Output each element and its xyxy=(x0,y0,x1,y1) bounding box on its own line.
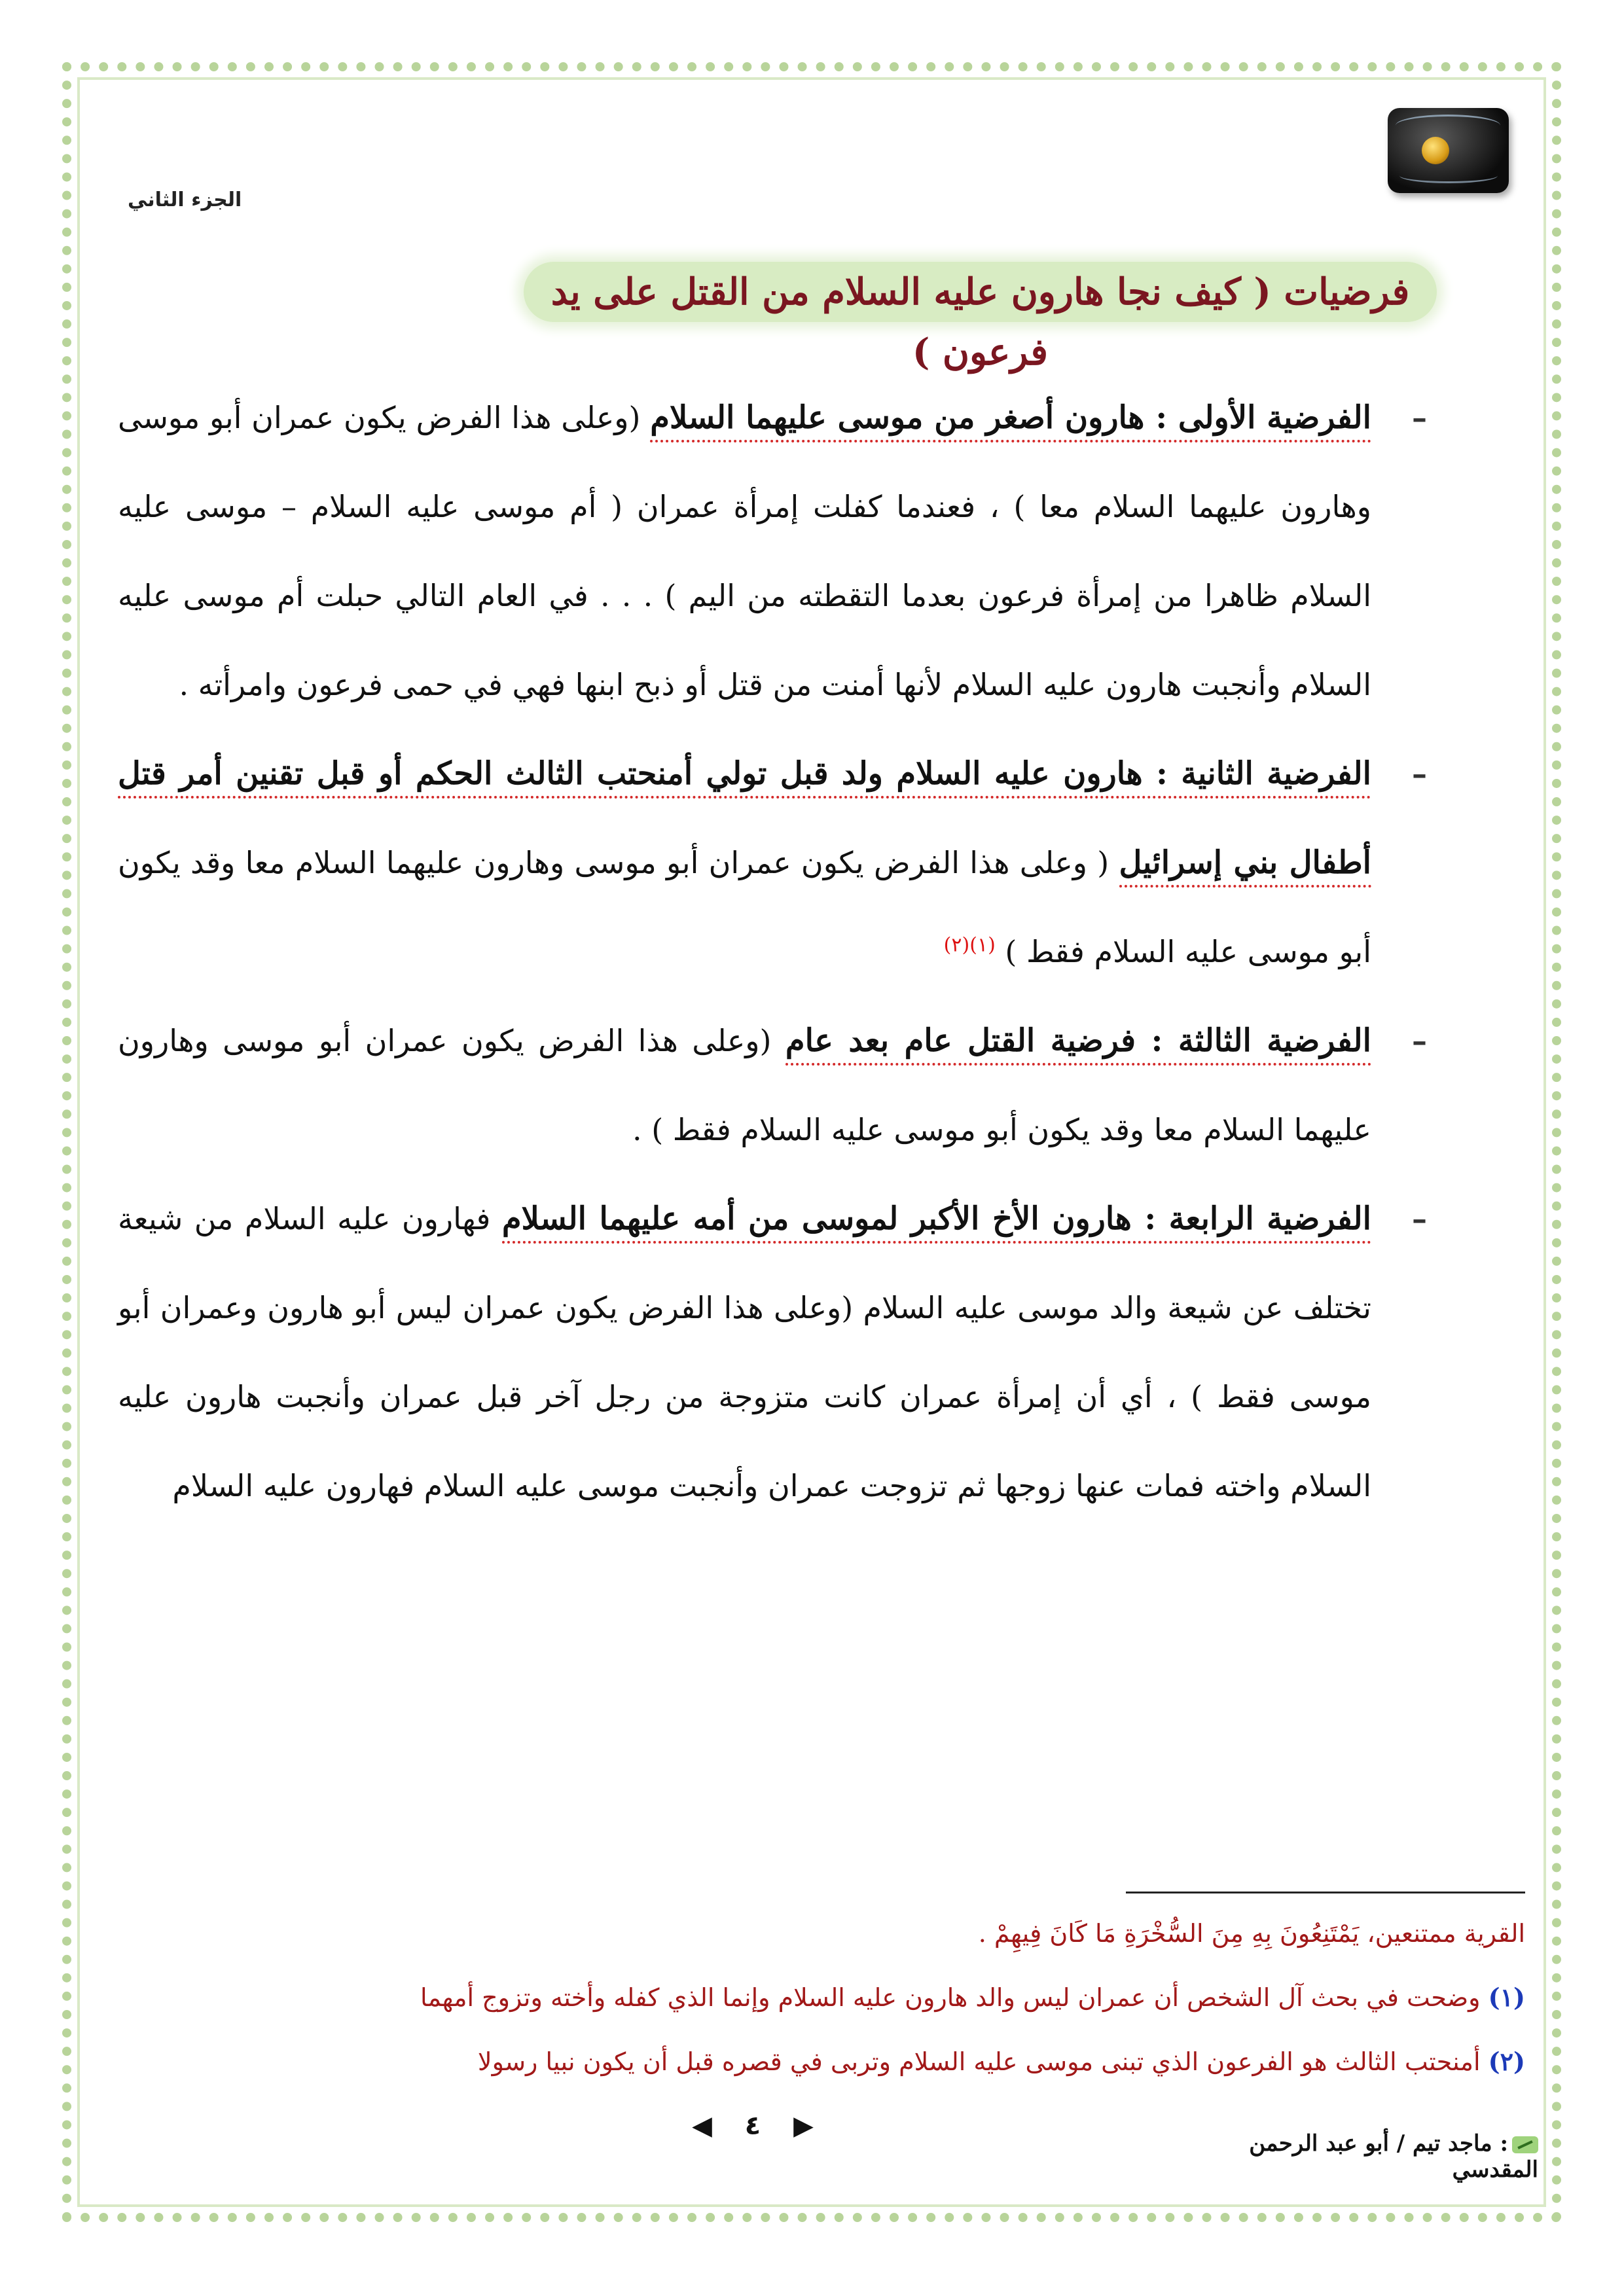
logo-emblem xyxy=(1388,108,1509,193)
author-credit xyxy=(1165,2130,1538,2183)
pen-icon xyxy=(1512,2136,1538,2153)
page-number: ٤ xyxy=(744,2111,761,2141)
footnote-text: وضحت في بحث آل الشخص أن عمران ليس والد هارون عليه السلام وإنما الذي كفله وأخته وتزوج أمهما xyxy=(420,1983,1481,2012)
footnote-number: (٢) xyxy=(1488,2047,1525,2076)
part-label: الجزء الثاني xyxy=(128,188,242,211)
hypothesis-body: (وعلى هذا الفرض يكون عمران أبو موسى وهارون عليهما السلام معا وقد يكون أبو موسى عليه السلام فقط ) . xyxy=(118,1023,1371,1147)
hypothesis-2 xyxy=(118,729,1427,996)
bullet-dash: – xyxy=(1412,1023,1427,1058)
arrow-right-icon[interactable]: ▶ xyxy=(793,2111,814,2141)
hypothesis-3 xyxy=(118,996,1427,1174)
hypothesis-1 xyxy=(118,373,1427,729)
hypothesis-body: ( وعلى هذا الفرض يكون عمران أبو موسى وهارون عليهما السلام معا وقد يكون أبو موسى عليه السلام فقط ) xyxy=(118,845,1371,969)
footnote-item xyxy=(118,1965,1525,2030)
bullet-dash: – xyxy=(1412,400,1427,435)
logo-calligraphy-bottom xyxy=(1399,168,1498,183)
footnote-refs[interactable]: (١)(٢) xyxy=(943,933,996,957)
page-navigation xyxy=(655,2111,851,2141)
author-name: : ماجد تيم / أبو عبد الرحمن المقدسي xyxy=(1249,2130,1538,2183)
footnote-continuation: القرية ممتنعين، يَمْتَنِعُونَ بِهِ مِنَ السُّخْرَةِ مَا كَانَ فِيهِمْ . xyxy=(978,1919,1525,1948)
hypothesis-heading: الفرضية الأولى : هارون أصغر من موسى عليهما السلام xyxy=(650,399,1371,442)
page-title: فرضيات ( كيف نجا هارون عليه السلام من القتل على يد فرعون ) xyxy=(524,262,1437,322)
footnote-item xyxy=(118,2030,1525,2094)
logo-gem xyxy=(1422,137,1449,164)
logo-calligraphy-top xyxy=(1396,115,1500,136)
arrow-left-icon[interactable]: ◀ xyxy=(692,2111,712,2141)
hypotheses-list xyxy=(118,373,1427,1530)
hypothesis-4 xyxy=(118,1174,1427,1530)
footnote-separator xyxy=(1126,1892,1525,1893)
bullet-dash: – xyxy=(1412,1201,1427,1236)
hypothesis-body: (وعلى هذا الفرض يكون عمران أبو موسى وهارون عليهما السلام معا ) ، فعندما كفلت إمرأة عمران ( أم موسى عليه السلام – موسى عليه السلام ظاهرا من إمرأة فرعون بعدما التقطته من اليم ) . . . في العام التالي حبلت أم موسى عليه السلام وأنجبت هارون عليه السلام لأنها أمنت من قتل أو ذبح ابنها فهي في حمى فرعون وامرأته . xyxy=(118,400,1371,702)
footnote-text: أمنحتب الثالث هو الفرعون الذي تبنى موسى عليه السلام وتربى في قصره قبل أن يكون نبيا رسولا xyxy=(477,2047,1481,2076)
footnotes xyxy=(118,1901,1525,2094)
hypothesis-heading: الفرضية الثالثة : فرضية القتل عام بعد عام xyxy=(785,1022,1371,1066)
bullet-dash: – xyxy=(1412,756,1427,791)
hypothesis-body: فهارون عليه السلام من شيعة تختلف عن شيعة والد موسى عليه السلام (وعلى هذا الفرض يكون عمران ليس أبو هارون وعمران أبو موسى فقط ) ، أي أن إمرأة عمران كانت متزوجة من رجل آخر قبل عمران وأنجبت هارون عليه السلام واخته فمات عنها زوجها ثم تزوجت عمران وأنجبت موسى عليه السلام فهارون عليه السلام xyxy=(118,1201,1371,1503)
footnote-number: (١) xyxy=(1488,1982,1525,2012)
hypothesis-heading: الفرضية الثانية : هارون عليه السلام ولد قبل تولي أمنحتب الثالث الحكم أو قبل تقنين أمر قتل أطفال بني إسرائيل xyxy=(118,755,1371,888)
hypothesis-heading: الفرضية الرابعة : هارون الأخ الأكبر لموسى من أمه عليهما السلام xyxy=(502,1200,1371,1244)
